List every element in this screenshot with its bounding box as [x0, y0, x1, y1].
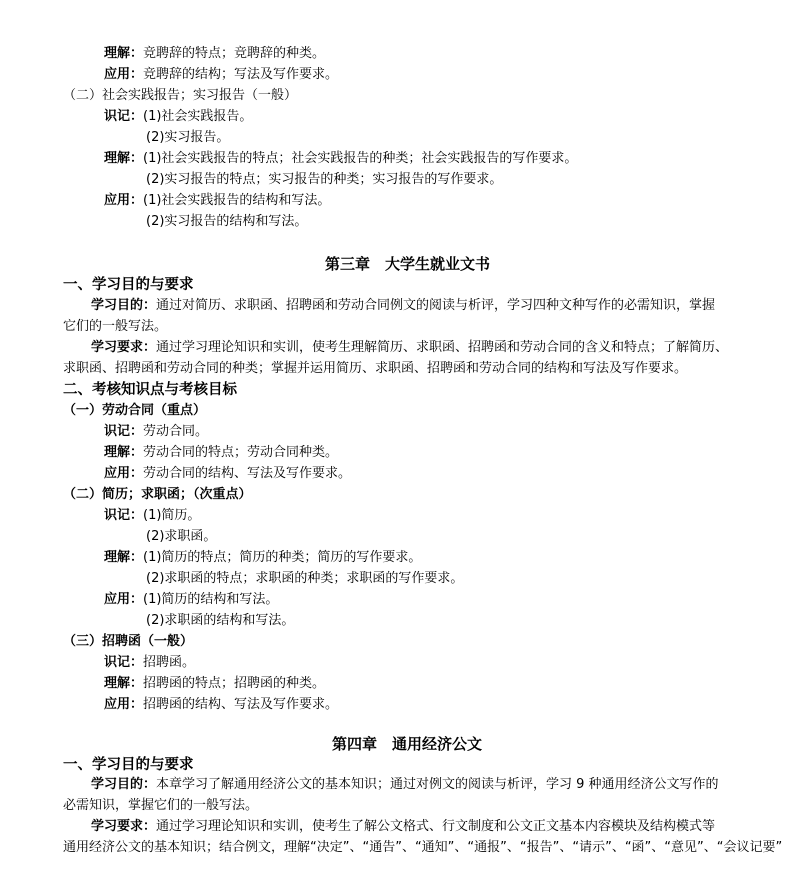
- section-heading: （二）社会实践报告；实习报告（一般）: [63, 88, 298, 103]
- line-label: 应用：: [104, 592, 144, 607]
- line-text: 通过对简历、求职函、招聘函和劳动合同例文的阅读与析评，学习四种文种写作的必需知识，掌握: [156, 298, 716, 313]
- text-line: (2)求职函的特点；求职函的种类；求职函的写作要求。: [146, 571, 464, 586]
- line-text: (1)社会实践报告的结构和写法。: [143, 193, 331, 208]
- text-line: (2)实习报告。: [146, 130, 230, 145]
- line-label: 学习要求：: [91, 819, 157, 834]
- paragraph-line: 必需知识，掌握它们的一般写法。: [63, 798, 259, 813]
- chapter-title: 第四章 通用经济公文: [332, 735, 483, 753]
- line-label: 识记：: [104, 424, 144, 439]
- text-line: [104, 653, 195, 673]
- line-text: 劳动合同。: [143, 424, 209, 439]
- text-line: (2)实习报告的特点；实习报告的种类；实习报告的写作要求。: [146, 172, 503, 187]
- line-text: 招聘函的特点；招聘函的种类。: [143, 676, 326, 691]
- line-text: (1)社会实践报告。: [143, 109, 253, 124]
- text-line: (2)实习报告的结构和写法。: [146, 214, 308, 229]
- line-label: 学习目的：: [91, 777, 157, 792]
- text-line: (2)求职函的结构和写法。: [146, 613, 295, 628]
- line-label: 理解：: [104, 46, 144, 61]
- line-label: 理解：: [104, 445, 144, 460]
- paragraph-line: 通用经济公文的基本知识；结合例文，理解“决定”、“通告”、“通知”、“通报”、“报告”、“请示”、“函”、“意见”、“会议记要”: [63, 840, 783, 855]
- subsection-heading: （三）招聘函（一般）: [63, 634, 194, 649]
- line-text: 通过学习理论知识和实训，使考生理解简历、求职函、招聘函和劳动合同的含义和特点；了解简历、: [156, 340, 729, 355]
- subsection-heading: （一）劳动合同（重点）: [63, 403, 207, 418]
- paragraph-line: [91, 338, 728, 358]
- line-label: 识记：: [104, 109, 144, 124]
- chapter-title: 第三章 大学生就业文书: [325, 255, 491, 273]
- line-label: 理解：: [104, 151, 144, 166]
- text-line: [104, 695, 338, 715]
- line-text: 劳动合同的结构、写法及写作要求。: [143, 466, 352, 481]
- line-text: 竞聘辞的特点；竞聘辞的种类。: [143, 46, 326, 61]
- subsection-heading: （二）简历；求职函；（次重点）: [63, 487, 252, 502]
- line-text: (1)简历的特点；简历的种类；简历的写作要求。: [143, 550, 422, 565]
- line-text: 劳动合同的特点；劳动合同种类。: [143, 445, 339, 460]
- line-label: 应用：: [104, 697, 144, 712]
- paragraph-line: [91, 775, 719, 795]
- text-line: [104, 443, 338, 463]
- line-text: 招聘函的结构、写法及写作要求。: [143, 697, 339, 712]
- text-line: [104, 548, 421, 568]
- section-heading: 一、学习目的与要求: [63, 757, 194, 773]
- text-line: [104, 191, 330, 211]
- text-line: [104, 422, 208, 442]
- paragraph-line: 求职函、招聘函和劳动合同的种类；掌握并运用简历、求职函、招聘函和劳动合同的结构和写法及写作要求。: [63, 361, 688, 376]
- line-text: (1)简历。: [143, 508, 201, 523]
- line-text: 本章学习了解通用经济公文的基本知识；通过对例文的阅读与析评，学习 9 种通用经济公文写作的: [156, 777, 719, 792]
- line-text: 招聘函。: [143, 655, 196, 670]
- text-line: [104, 506, 200, 526]
- line-label: 识记：: [104, 508, 144, 523]
- line-label: 识记：: [104, 655, 144, 670]
- line-text: (1)简历的结构和写法。: [143, 592, 279, 607]
- text-line: [104, 44, 325, 64]
- line-label: 应用：: [104, 67, 144, 82]
- line-label: 学习要求：: [91, 340, 157, 355]
- text-line: [104, 65, 338, 85]
- paragraph-line: [91, 817, 715, 837]
- text-line: [104, 674, 325, 694]
- paragraph-line: 它们的一般写法。: [63, 319, 168, 334]
- text-line: [104, 464, 351, 484]
- line-text: (1)社会实践报告的特点；社会实践报告的种类；社会实践报告的写作要求。: [143, 151, 578, 166]
- line-text: 竞聘辞的结构；写法及写作要求。: [143, 67, 339, 82]
- text-line: [104, 107, 252, 127]
- section-heading: 二、考核知识点与考核目标: [63, 382, 237, 398]
- line-label: 学习目的：: [91, 298, 157, 313]
- section-heading: 一、学习目的与要求: [63, 277, 194, 293]
- text-line: [104, 590, 278, 610]
- text-line: (2)求职函。: [146, 529, 217, 544]
- line-label: 应用：: [104, 193, 144, 208]
- line-text: 通过学习理论知识和实训，使考生了解公文格式、行文制度和公文正文基本内容模块及结构模式等: [156, 819, 716, 834]
- paragraph-line: [91, 296, 715, 316]
- line-label: 应用：: [104, 466, 144, 481]
- line-label: 理解：: [104, 676, 144, 691]
- line-label: 理解：: [104, 550, 144, 565]
- text-line: [104, 149, 577, 169]
